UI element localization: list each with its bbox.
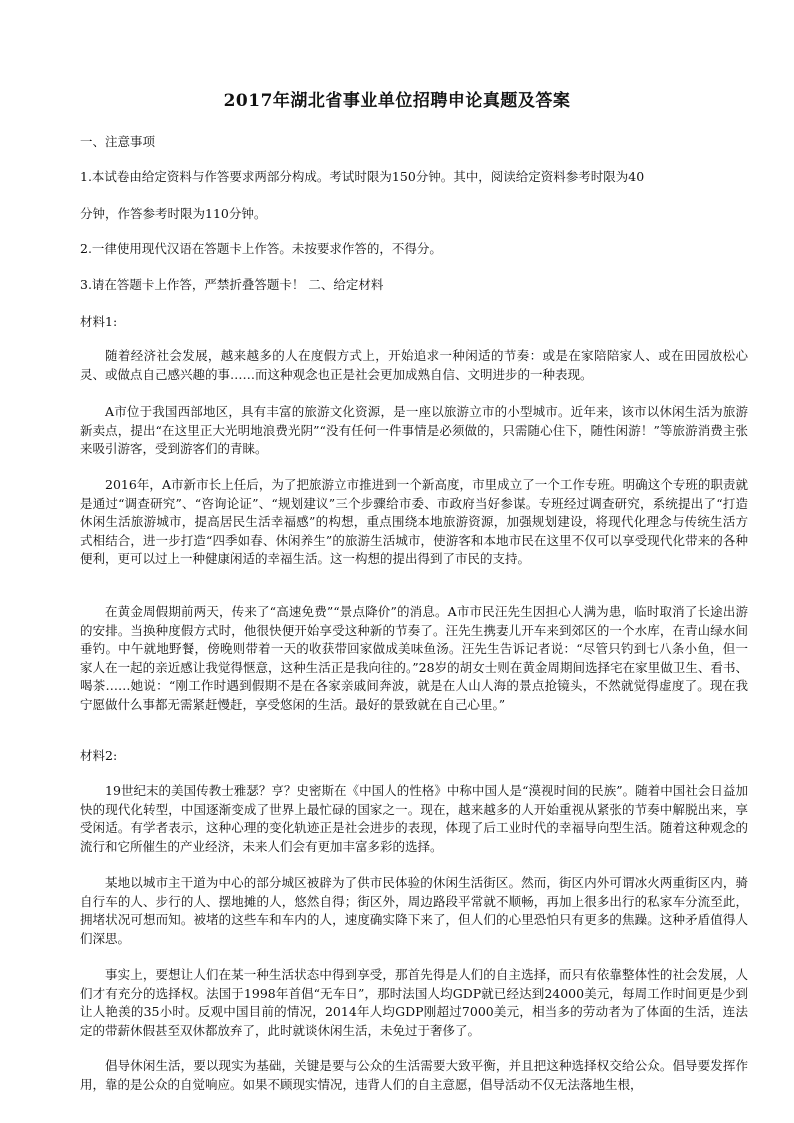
material-1-paragraph-4: 在黄金周假期前两天，传来了“高速免费”“景点降价”的消息。A市市民汪先生因担心人满为患，临时取消了长途出游的安排。当换种度假方式时，他很快便开始享受这种新的节奏了。汪先生携妻儿开车来到郊区的一个水库，在青山绿水间垂钓。中午就地野餐，傍晚则带着一天的收获带回家做成美味鱼汤。汪先生告诉记者说：“尽管只钓到七八条小鱼，但一家人在一起的亲近感让我觉得惬意，这种生活正是我向往的。”28岁的胡女士则在黄金周期间选择宅在家里做卫生、看书、喝茶……她说：“刚工作时遇到假期不是在各家亲戚间奔波，就是在人山人海的景点抢镜头，不然就觉得虚度了。现在我宁愿做什么事都无需紧赶慢赶，享受悠闲的生活。最好的景致就在自己心里。” (80, 604, 748, 712)
material-2-paragraph-4: 倡导休闲生活，要以现实为基础，关键是要与公众的生活需要大致平衡，并且把这种选择权交给公众。倡导要发挥作用，靠的是公众的自觉响应。如果不顾现实情况，违背人们的自主意愿，倡导活动不仅无法落地生根， (80, 1058, 748, 1092)
section-heading-notes: 一、注意事项 (80, 134, 156, 149)
note-1-line-2: 分钟，作答参考时限为110分钟。 (80, 206, 267, 221)
material-1-paragraph-3: 2016年，A市新市长上任后，为了把旅游立市推进到一个新高度，市里成立了一个工作专班。明确这个专班的职责就是通过“调查研究”、“咨询论证”、“规划建议”三个步骤给市委、市政府当好参谋。专班经过调查研究，系统提出了“打造休闲生活旅游城市，提高居民生活幸福感”的构想，重点围绕本地旅游资源，加强规划建设，将现代化理念与传统生活方式相结合，进一步打造“四季如春、休闲养生”的旅游生活城市，使游客和本地市民在这里不仅可以享受现代化带来的各种便利，更可以过上一种健康闲适的幸福生活。这一构想的提出得到了市民的支持。 (80, 477, 748, 567)
material-2-paragraph-2: 某地以城市主干道为中心的部分城区被辟为了供市民体验的休闲生活街区。然而，街区内外可谓冰火两重街区内，骑自行车的人、步行的人、摆地摊的人，悠然自得；街区外，周边路段平常就不顺畅，再加上很多出行的私家车分流至此，拥堵状况可想而知。被堵的这些车和车内的人，速度确实降下来了，但人们的心里恐怕只有更多的焦躁。这种矛盾值得人们深思。 (80, 875, 748, 946)
material-1-paragraph-2: A市位于我国西部地区，具有丰富的旅游文化资源，是一座以旅游立市的小型城市。近年来，该市以休闲生活为旅游新卖点，提出“在这里正大光明地浪费光阴”“没有任何一件事情是必须做的，只需随心住下，随性闲游！”等旅游消费主张来吸引游客，受到游客们的青睐。 (80, 404, 748, 457)
material-2-paragraph-3: 事实上，要想让人们在某一种生活状态中得到享受，那首先得是人们的自主选择，而只有依靠整体性的社会发展，人们才有充分的选择权。法国于1998年首倡“无车日”，那时法国人均GDP就已经达到24000美元，每周工作时间更是少到让人艳羡的35小时。反观中国目前的情况，2014年人均GDP刚超过7000美元，相当多的劳动者为了体面的生活，连法定的带薪休假甚至双休都放弃了，此时就谈休闲生活，未免过于奢侈了。 (80, 967, 748, 1038)
note-2: 2.一律使用现代汉语在答题卡上作答。未按要求作答的，不得分。 (80, 241, 442, 256)
material-2-paragraph-1: 19世纪末的美国传教士雅瑟？亨？史密斯在《中国人的性格》中称中国人是“漠视时间的民族”。随着中国社会日益加快的现代化转型，中国逐渐变成了世界上最忙碌的国家之一。现在，越来越多的人开始重视从紧张的节奏中解脱出来，享受闲适。有学者表示，这种心理的变化轨迹正是社会进步的表现，体现了后工业时代的幸福导向型生活。随着这种观念的流行和它所催生的产业经济，未来人们会有更加丰富多彩的选择。 (80, 783, 748, 854)
material-1-paragraph-1: 随着经济社会发展，越来越多的人在度假方式上，开始追求一种闲适的节奏：或是在家陪陪家人、或在田园放松心灵、或做点自己感兴趣的事……而这种观念也正是社会更加成熟自信、文明进步的一种表现。 (80, 348, 748, 382)
note-3: 3.请在答题卡上作答，严禁折叠答题卡！ 二、给定材料 (80, 277, 384, 292)
note-1-line-1: 1.本试卷由给定资料与作答要求两部分构成。考试时限为150分钟。其中，阅读给定资料参考时限为40 (80, 169, 645, 184)
document-title: 2017年湖北省事业单位招聘申论真题及答案 (223, 91, 571, 111)
material-2-label: 材料2: (80, 748, 118, 763)
material-1-label: 材料1: (80, 314, 118, 329)
